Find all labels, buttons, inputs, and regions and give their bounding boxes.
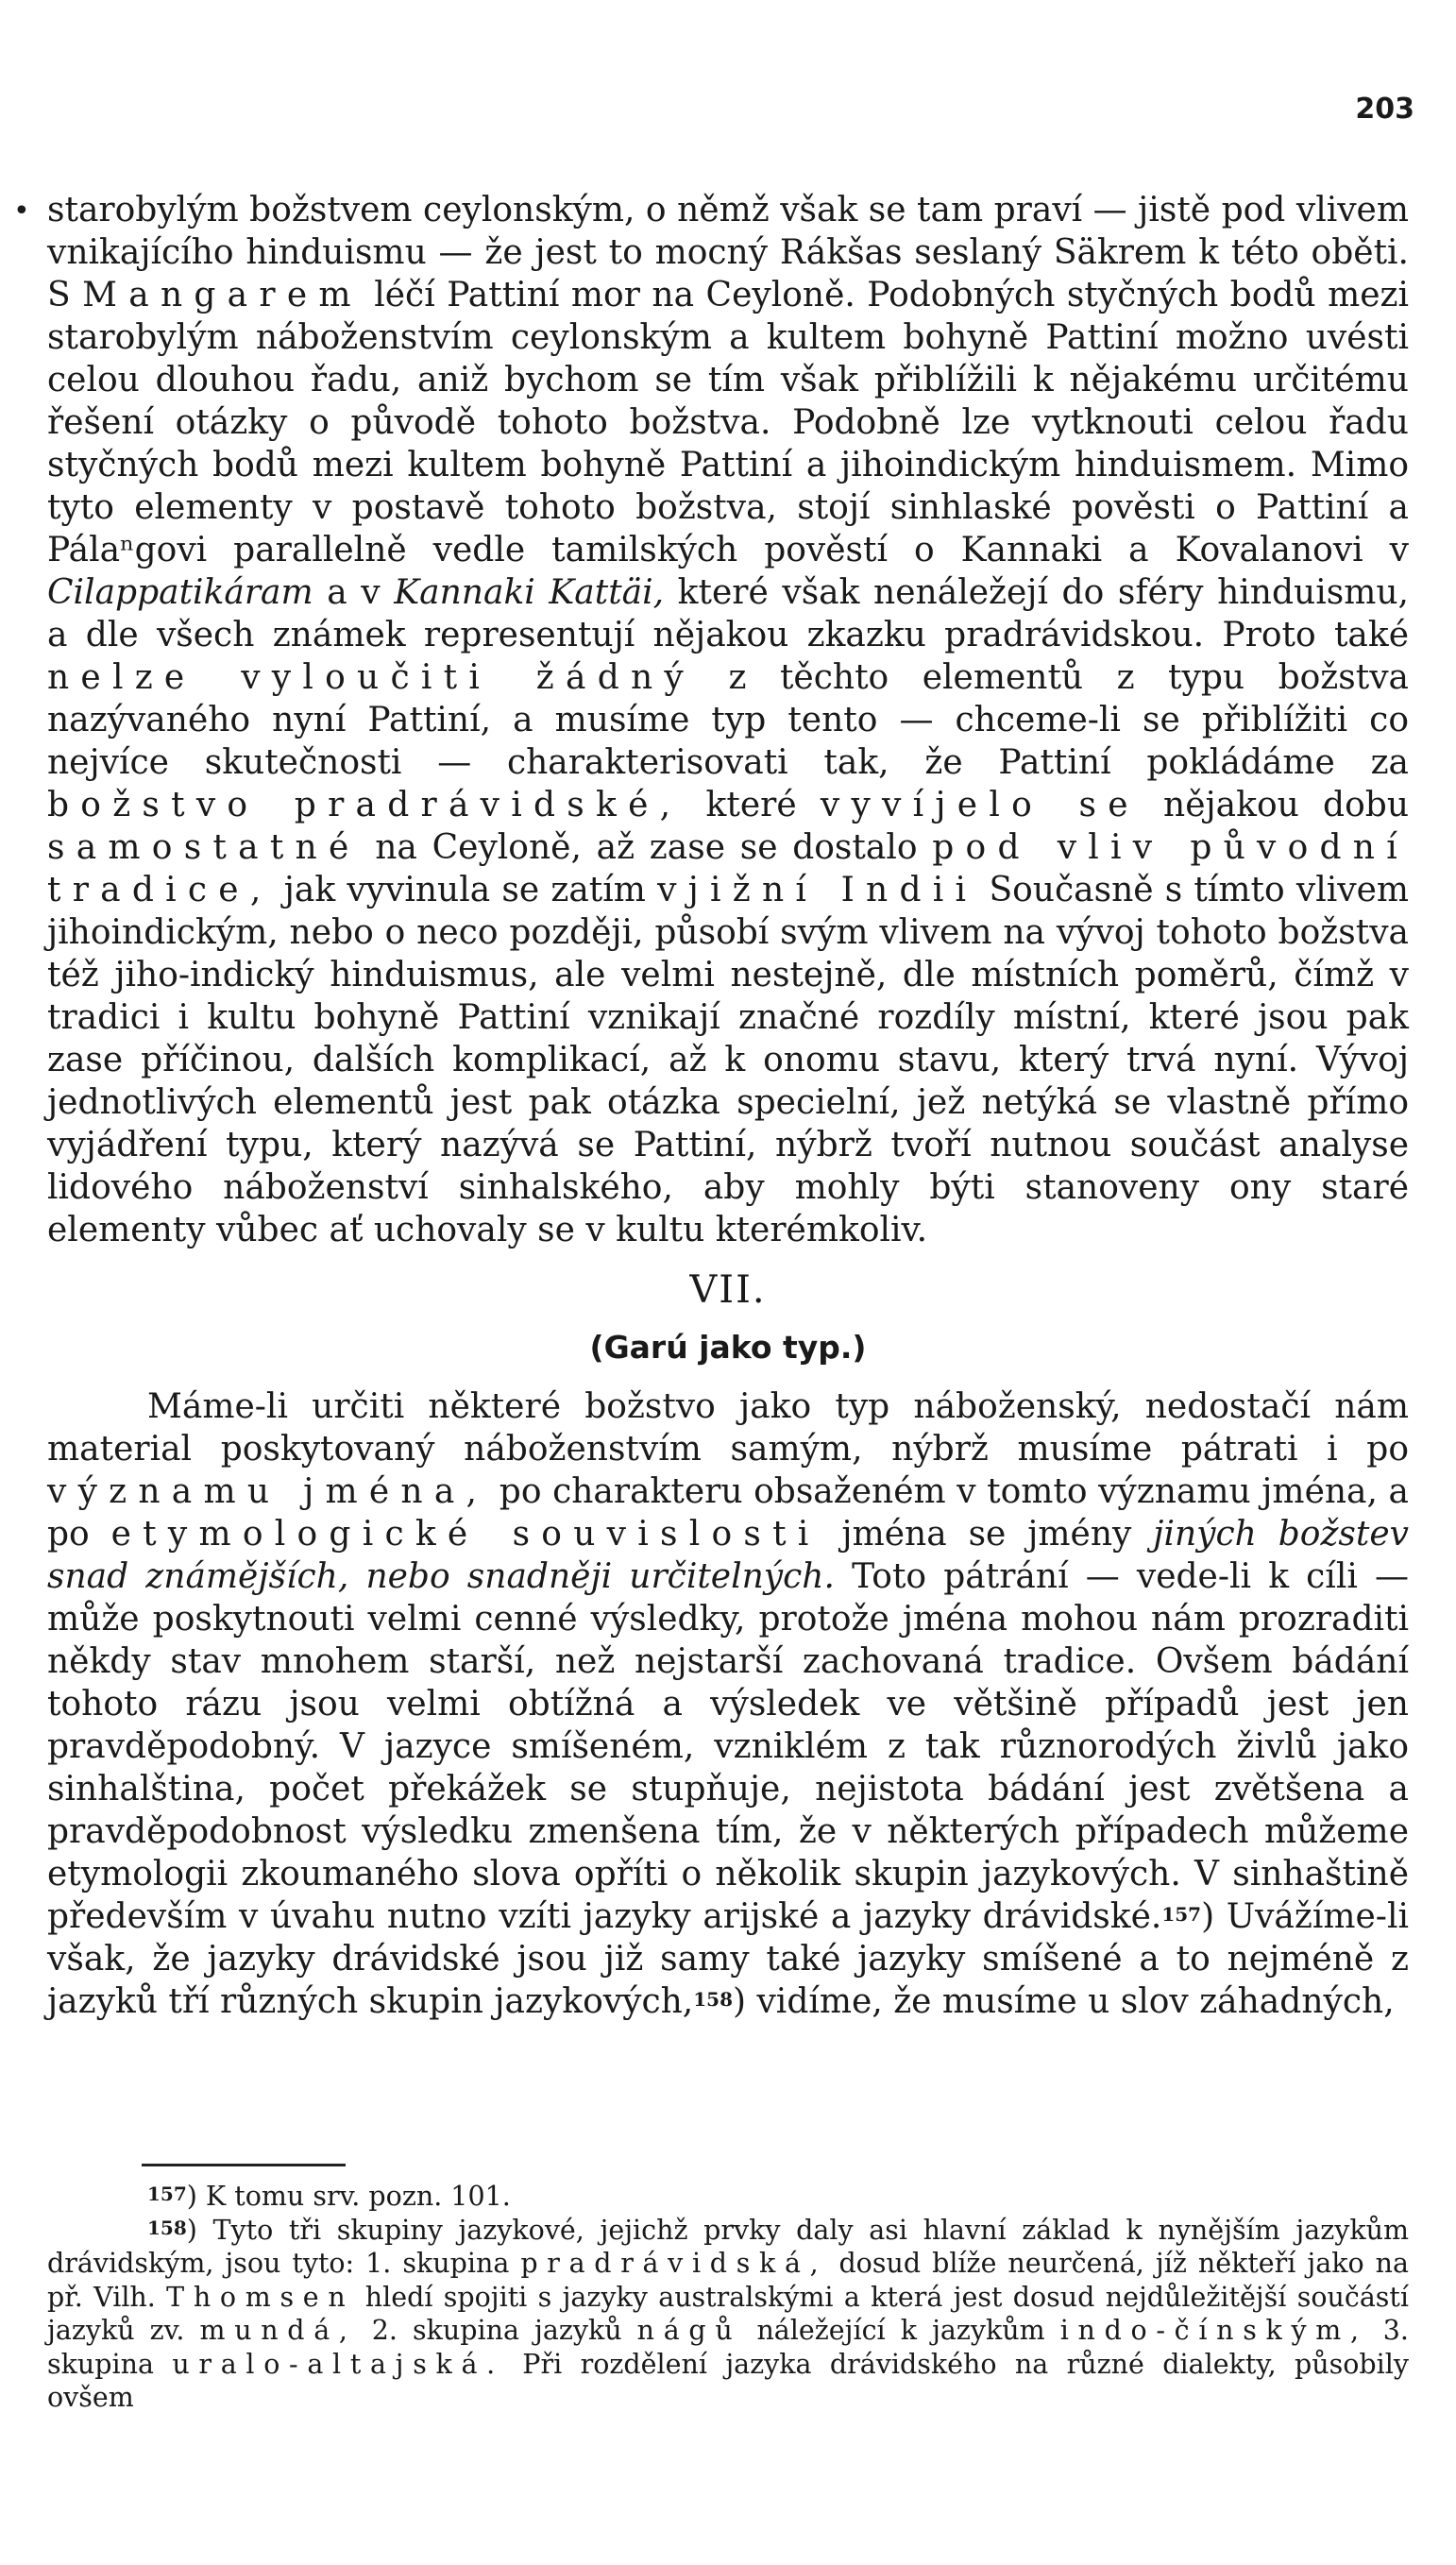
spaced-text: nelze vyloučiti žádný — [47, 658, 695, 697]
spaced-text: pod vliv původní tradice, — [47, 828, 1409, 909]
footnotes — [47, 2180, 1409, 2415]
spaced-text: mundá, — [199, 2315, 357, 2346]
paragraph-pattini-conclusion: starobylým božstvem ceylonským, o němž však se tam praví — jistě pod vlivem vnikajícího hinduismu — že jest to mocný Rákšas seslaný Säkrem k této oběti. S Mangarem léčí Pattiní mor na Ceyloně. Podobných styčných bodů mezi starobylým náboženstvím ceylonským a kultem bohyně Pattiní možno uvésti celou dlouhou řadu, aniž bychom se tím však přiblížili k nějakému určitému řešení otázky o původě tohoto božstva. Podobně lze vytknouti celou řadu styčných bodů mezi kultem bohyně Pattiní a jihoindickým hinduismem. Mimo tyto elementy v postavě tohoto božstva, stojí sinhlaské pověsti o Pattiní a Pálaⁿgovi parallelně vedle tamilských pověstí o Kannaki a Kovalanovi v Cilappatikáram a v Kannaki Kattäi, které však nenáležejí do sféry hinduismu, a dle všech známek representují nějakou zkazku pradrávidskou. Proto také nelze vyloučiti žádný z těchto elementů z typu božstva nazývaného nyní Pattiní, a musíme typ tento — chceme-li se přiblížiti co nejvíce skutečnosti — charakterisovati tak, že Pattiní pokládáme za božstvo pradrávidské, které vyvíjelo se nějakou dobu samostatné na Ceyloně, až zase se dostalo pod vliv původní tradice, jak vyvinula se zatím v jižní Indii Současně s tímto vlivem jihoindickým, nebo o neco později, působí svým vlivem na vývoj tohoto božstva též jiho-indický hinduismus, ale velmi nestejně, dle místních poměrů, čímž v tradici i kultu bohyně Pattiní vznikají značné rozdíly místní, které jsou pak zase příčinou, dalších komplikací, až k onomu stavu, který trvá nyní. Vývoj jednotlivých elementů jest pak otázka specielní, jež netýká se vlastně přímo vyjádření typu, který nazývá se Pattiní, nýbrž tvoří nutnou součást analyse lidového náboženství sinhalského, aby mohly býti stanoveny ony staré elementy vůbec ať uchovaly se v kultu kterémkoliv. — [47, 191, 1410, 1249]
italic-title: Kannaki Kattäi, — [394, 573, 665, 612]
spaced-text: samostatné — [47, 828, 361, 867]
spaced-text: Thomsen — [166, 2281, 355, 2313]
spaced-text: jižní Indii — [687, 871, 978, 909]
spaced-text: vyvíjelo se — [820, 786, 1140, 824]
italic-title: Cilappatikáram — [47, 573, 313, 612]
page-number: 203 — [1355, 93, 1414, 126]
footnote-158: $^{158}$) Tyto tři skupiny jazykové, jejichž prvky daly asi hlavní základ k nynějším jazykům drávidským, jsou tyto: 1. skupina pradrávidská, dosud blíže neurčená, jíž někteří jako na př. Vilh. Thomsen hledí spojiti s jazyky australskými a která jest dosud nejdůležitější součástí jazyků zv. mundá, 2. skupina jazyků nágů náležející k jazykům indo-čínským, 3. skupina uralo-altajská. Při rozdělení jazyka drávidského na různé dialekty, působily ovšem — [47, 2214, 1410, 2413]
footnote-ref-157: 157 — [1161, 1903, 1202, 1926]
spaced-text: pradrávidská, — [520, 2248, 828, 2279]
footnote-ref-158: 158 — [693, 1988, 733, 2011]
margin-mark: • — [13, 195, 30, 228]
spaced-text: významu jména, — [47, 1472, 489, 1511]
spaced-text: uralo-altajská. — [172, 2348, 504, 2380]
footnote-separator — [142, 2164, 346, 2166]
spaced-text: božstvo pradrávidské, — [47, 786, 683, 824]
body-text — [47, 189, 1409, 2023]
paragraph-garu-type: Máme-li určiti některé božstvo jako typ náboženský, nedostačí nám material poskytovaný náboženstvím samým, nýbrž musíme pátrati i po významu jména, po charakteru obsaženém v tomto významu jména, a po etymologické souvislosti jména se jmény jiných božstev snad známějších, nebo snadněji určitelných. Toto pátrání — vede-li k cíli — může poskytnouti velmi cenné výsledky, protože jména mohou nám prozraditi někdy stav mnohem starší, než nejstarší zachovaná tradice. Ovšem bádání tohoto rázu jsou velmi obtížná a výsledek ve většině případů jest jen pravděpodobný. V jazyce smíšeném, vzniklém z tak různorodých živlů jako sinhalština, počet překážek se stupňuje, nejistota bádání jest zvětšena a pravděpodobnost výsledku zmenšena tím, že v některých případech můžeme etymologii zkoumaného slova opříti o několik skupin jazykových. V sinhaštině především v úvahu nutno vzíti jazyky arijské a jazyky drávidské.$^{157}$) Uvážíme-li však, že jazyky drávidské jsou již samy také jazyky smíšené a to nejméně z jazyků tří různých skupin jazykových,$^{158}$) vidíme, že musíme u slov záhadných, — [47, 1387, 1409, 2021]
section-number: VII. — [689, 1268, 767, 1312]
section-title: (Garú jako typ.) — [589, 1329, 867, 1366]
spaced-text: Mangarem — [82, 276, 363, 314]
spaced-text: indo-čínským, — [1059, 2315, 1368, 2346]
spaced-text: nágů — [636, 2315, 742, 2346]
footnote-157: $^{157}$) K tomu srv. pozn. 101. — [147, 2181, 511, 2212]
italic-text: jiných božstev snad známějších, nebo snadněji určitelných. — [47, 1515, 1409, 1596]
spaced-text: etymologické souvislosti — [110, 1515, 821, 1554]
